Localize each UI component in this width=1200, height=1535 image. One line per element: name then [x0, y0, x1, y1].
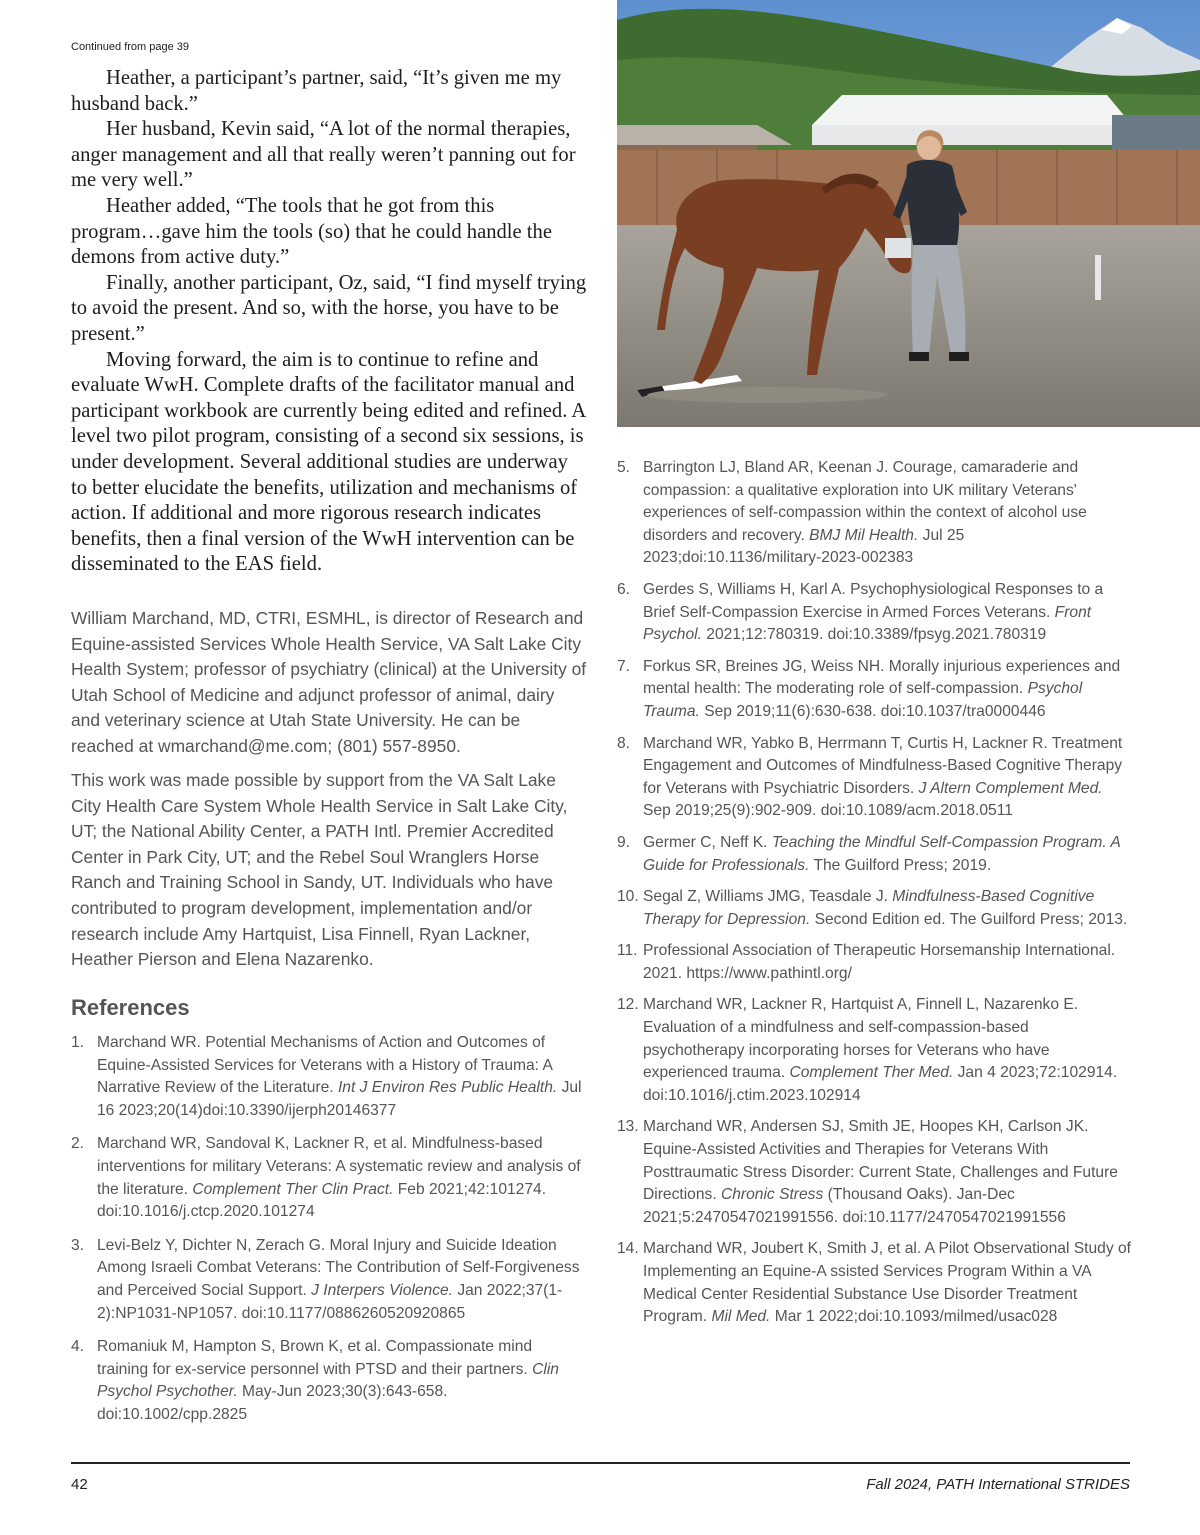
article-body	[71, 66, 587, 578]
reference-item: 5. Barrington LJ, Bland AR, Keenan J. Courage, camaraderie and compassion: a qualitative exploration into UK military Veterans' experiences of self-compassion within the context of alcohol use disorders and recovery. BMJ Mil Health. Jul 25 2023;doi:10.1136/military-2023-002383	[617, 459, 1087, 567]
reference-list-right	[617, 457, 1133, 1338]
article-paragraph: Her husband, Kevin said, “A lot of the normal therapies, anger management and all that really weren’t panning out for me very well.”	[71, 118, 576, 192]
references-heading: References	[71, 995, 190, 1020]
reference-list-left	[71, 1032, 587, 1438]
reference-item: 2. Marchand WR, Sandoval K, Lackner R, et al. Mindfulness-based interventions for military Veterans: A systematic review and analysis of the literature. Complement Ther Clin Pract. Feb 2021;42:101274. doi:10.1016/j.ctcp.2020.101274	[71, 1135, 581, 1221]
reference-item: 1. Marchand WR. Potential Mechanisms of Action and Outcomes of Equine-Assisted Services for Veterans with a History of Trauma: A Narrative Review of the Literature. Int J Environ Res Public Health. Jul 16 2023;20(14)doi:10.3390/ijerph20146377	[71, 1034, 582, 1119]
reference-item: 3. Levi-Belz Y, Dichter N, Zerach G. Moral Injury and Suicide Ideation Among Israeli Combat Veterans: The Contribution of Self-Forgiveness and Perceived Social Support. J Interpers Violence. Jan 2022;37(1-2):NP1031-NP1057. doi:10.1177/0886260520920865	[71, 1236, 580, 1322]
reference-item: 7. Forkus SR, Breines JG, Weiss NH. Morally injurious experiences and mental health: The moderating role of self-compassion. Psychol Trauma. Sep 2019;11(6):630-638. doi:10.1037/tra0000446	[617, 657, 1121, 720]
reference-item: 6. Gerdes S, Williams H, Karl A. Psychophysiological Responses to a Brief Self-Compassion Exercise in Armed Forces Veterans. Front Psychol. 2021;12:780319. doi:10.3389/fpsyg.2021.780319	[617, 580, 1104, 644]
reference-item: 4. Romaniuk M, Hampton S, Brown K, et al. Compassionate mind training for ex-service personnel with PTSD and their partners. Clin Psychol Psychother. May-Jun 2023;30(3):643-658. doi:10.1002/cpp.2825	[71, 1338, 559, 1423]
article-paragraph: Moving forward, the aim is to continue to refine and evaluate WwH. Complete drafts of the facilitator manual and participant workbook are currently being edited and refined. A level two pilot program, consisting of a second six sessions, is under development. Several additional studies are underway to better elucidate the benefits, utilization and mechanisms of action. If additional and more rigorous research indicates benefits, then a final version of the WwH intervention can be disseminated to the EAS field.	[71, 348, 586, 576]
horse-photo	[617, 0, 1200, 427]
article-paragraph: Heather added, “The tools that he got from this program…gave him the tools (so) that he could handle the demons from active duty.”	[71, 194, 552, 269]
continued-from-note: Continued from page 39	[71, 41, 190, 53]
article-paragraph: Finally, another participant, Oz, said, “I find myself trying to avoid the present. And so, with the horse, you have to be present.”	[71, 271, 587, 345]
reference-item: 8. Marchand WR, Yabko B, Herrmann T, Curtis H, Lackner R. Treatment Engagement and Outcomes of Mindfulness-Based Cognitive Therapy for Veterans with Psychiatric Disorders. J Altern Complement Med. Sep 2019;25(9):902-909. doi:10.1089/acm.2018.0511	[617, 734, 1123, 820]
acknowledgment: This work was made possible by support from the VA Salt Lake City Health Care System Whole Health Service in Salt Lake City, UT; the National Ability Center, a PATH Intl. Premier Accredited Center in Park City, UT; and the Rebel Soul Wranglers Horse Ranch and Training School in Sandy, UT. Individuals who have contributed to program development, implementation and/or research include Amy Hartquist, Lisa Finnell, Ryan Lackner, Heather Pierson and Elena Nazarenko.	[71, 770, 568, 970]
footer-divider	[71, 1462, 1130, 1464]
reference-item: 14. Marchand WR, Joubert K, Smith J, et al. A Pilot Observational Study of Implementing an Equine-A ssisted Services Program Within a VA Medical Center Residential Substance Use Disorder Treatment Program. Mil Med. Mar 1 2022;doi:10.1093/milmed/usac028	[617, 1240, 1131, 1326]
reference-item: 10. Segal Z, Williams JMG, Teasdale J. Mindfulness-Based Cognitive Therapy for Depression. Second Edition ed. The Guilford Press; 2013.	[617, 888, 1128, 928]
page-number: 42	[71, 1476, 88, 1493]
publication-name: Fall 2024, PATH International STRIDES	[866, 1476, 1130, 1493]
article-paragraph: Heather, a participant’s partner, said, “It’s given me my husband back.”	[71, 67, 562, 115]
reference-item: 13. Marchand WR, Andersen SJ, Smith JE, Hoopes KH, Carlson JK. Equine-Assisted Activities and Therapies for Veterans With Posttraumatic Stress Disorder: Current State, Challenges and Future Directions. Chronic Stress (Thousand Oaks). Jan-Dec 2021;5:2470547021991556. doi:10.1177/2470547021991556	[617, 1118, 1118, 1226]
reference-item: 9. Germer C, Neff K. Teaching the Mindful Self-Compassion Program. A Guide for Professionals. The Guilford Press; 2019.	[617, 833, 1121, 874]
reference-item: 11. Professional Association of Therapeutic Horsemanship International. 2021. https://www.pathintl.org/	[617, 942, 1116, 982]
reference-item: 12. Marchand WR, Lackner R, Hartquist A, Finnell L, Nazarenko E. Evaluation of a mindfulness and self-compassion-based psychotherapy incorporating horses for Veterans who have experienced trauma. Complement Ther Med. Jan 4 2023;72:102914. doi:10.1016/j.ctim.2023.102914	[617, 996, 1118, 1104]
author-bio: William Marchand, MD, CTRI, ESMHL, is director of Research and Equine-assisted Services Whole Health Service, VA Salt Lake City Health System; professor of psychiatry (clinical) at the University of Utah School of Medicine and adjunct professor of animal, dairy and veterinary science at Utah State University. He can be reached at wmarchand@me.com; (801) 557-8950.	[71, 608, 587, 756]
